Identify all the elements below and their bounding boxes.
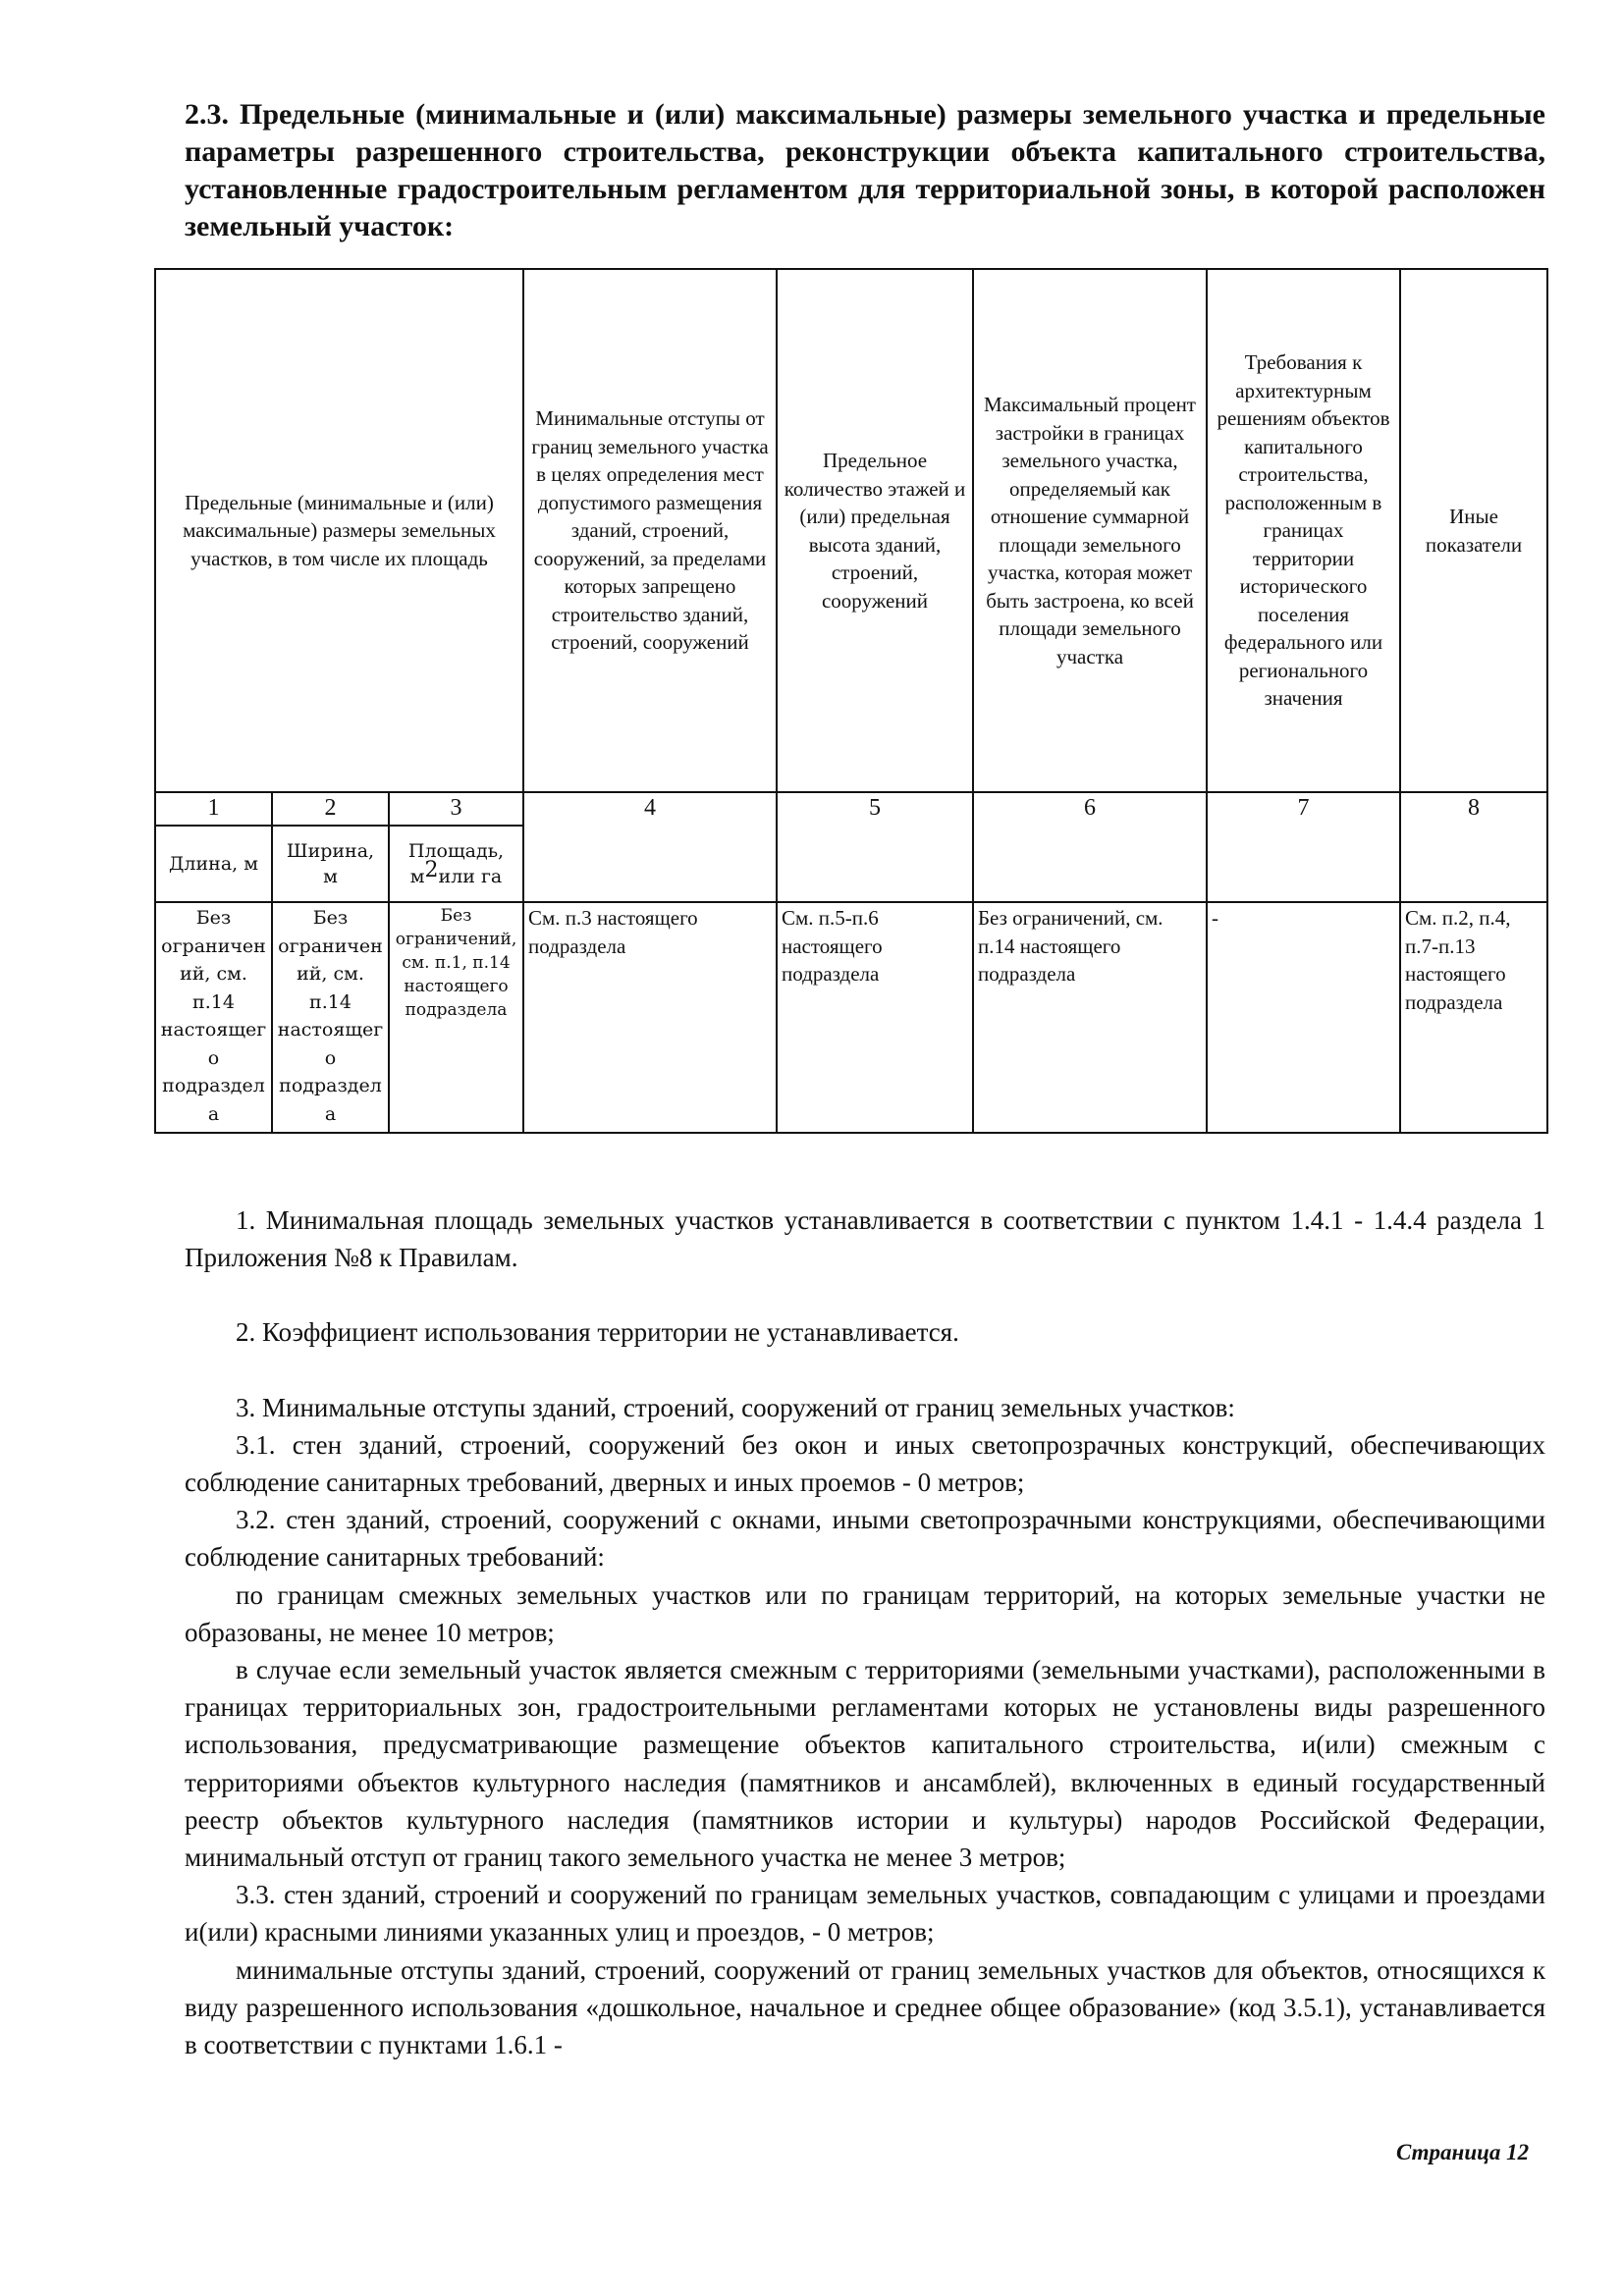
subheader-width: Ширина, м — [272, 826, 389, 902]
table-header-row — [155, 269, 1547, 792]
area-label: Площадь, м — [407, 840, 505, 887]
column-number: 2 — [272, 792, 389, 826]
paragraph-2: 2. Коэффициент использования территории не устанавливается. — [236, 1317, 959, 1348]
table-row — [155, 902, 1547, 1133]
paragraph-3: 3. Минимальные отступы зданий, строений, сооружений от границ земельных участков: — [236, 1392, 1235, 1422]
paragraph-3-1: 3.1. стен зданий, строений, сооружений без окон и иных светопрозрачных конструкций, обеспечивающих соблюдение санитарных требований, дверных и иных проемов - 0 метров; — [185, 1429, 1545, 1498]
cell-min-setbacks: См. п.3 настоящего подраздела — [523, 902, 777, 1133]
cell-arch-requirements: - — [1207, 902, 1400, 1133]
cell-max-floors: См. п.5-п.6 настоящего подраздела — [777, 902, 973, 1133]
paragraph-3-2-a: по границам смежных земельных участков или по границам территорий, на которых земельные участки не образованы, не менее 10 метров; — [185, 1579, 1545, 1647]
column-number: 4 — [523, 792, 777, 902]
header-max-floors: Предельное количество этажей и (или) предельная высота зданий, строений, сооружений — [777, 269, 973, 792]
cell-length: Без ограничений, см. п.14 настоящего подраздела — [155, 902, 272, 1133]
paragraph-1: 1. Минимальная площадь земельных участков устанавливается в соответствии с пунктом 1.4.1 - 1.4.4 раздела 1 Приложения №8 к Правилам. — [185, 1205, 1545, 1273]
area-exponent: 2 — [424, 858, 439, 882]
cell-max-coverage: Без ограничений, см. п.14 настоящего подраздела — [973, 902, 1207, 1133]
section-heading: 2.3. Предельные (минимальные и (или) максимальные) размеры земельного участка и предельные параметры разрешенного строительства, реконструкции объекта капитального строительства, установленные градостроительным регламентом для территориальной зоны, в которой расположен земельный участок: — [185, 98, 1545, 242]
cell-width: Без ограничений, см. п.14 настоящего подраздела — [272, 902, 389, 1133]
column-number: 3 — [389, 792, 523, 826]
column-number: 8 — [1400, 792, 1547, 902]
paragraph-3-2-b: в случае если земельный участок является смежным с территориями (земельными участками), расположенными в границах территориальных зон, градостроительными регламентами которых не установлены виды разрешенного использования, предусматривающие размещение объектов капитального строительства, и(или) смежным с территориями объектов культурного наследия (памятников и ансамблей), включенных в единый государственный реестр объектов культурного наследия (памятников истории и культуры) народов Российской Федерации, минимальный отступ от границ такого земельного участка не менее 3 метров; — [185, 1655, 1545, 1873]
header-min-setbacks: Минимальные отступы от границ земельного участка в целях определения мест допустимого размещения зданий, строений, сооружений, за пределами которых запрещено строительство зданий, строений, сооружений — [523, 269, 777, 792]
page-number: Страница 12 — [1396, 2140, 1530, 2164]
area-unit: или га — [438, 866, 503, 887]
header-plot-sizes: Предельные (минимальные и (или) максимальные) размеры земельных участков, в том числе их площадь — [155, 269, 523, 792]
paragraph-3-2: 3.2. стен зданий, строений, сооружений с окнами, иными светопрозрачными конструкциями, обеспечивающими соблюдение санитарных требований: — [185, 1505, 1545, 1573]
cell-area: Без ограничений, см. п.1, п.14 настоящего подраздела — [389, 902, 523, 1133]
paragraph-3-3-a: минимальные отступы зданий, строений, сооружений от границ земельных участков для объектов, относящихся к виду разрешенного использования «дошкольное, начальное и среднее общее образование» (код 3.5.1), устанавливается в соответствии с пунктами 1.6.1 - — [185, 1954, 1545, 2060]
body-text — [185, 1201, 1545, 2063]
header-other-indicators: Иные показатели — [1400, 269, 1547, 792]
paragraph-3-3: 3.3. стен зданий, строений и сооружений по границам земельных участков, совпадающим с улицами и проездами и(или) красными линиями указанных улиц и проездов, - 0 метров; — [185, 1880, 1545, 1948]
column-number: 1 — [155, 792, 272, 826]
cell-other-indicators: См. п.2, п.4, п.7-п.13 настоящего подраздела — [1400, 902, 1547, 1133]
column-number: 6 — [973, 792, 1207, 902]
header-max-coverage: Максимальный процент застройки в границах земельного участка, определяемый как отношение суммарной площади земельного участка, которая может быть застроена, ко всей площади земельного участка — [973, 269, 1207, 792]
subheader-area — [389, 826, 523, 902]
column-number: 7 — [1207, 792, 1400, 902]
regulation-table — [154, 268, 1548, 1134]
subheader-length: Длина, м — [155, 826, 272, 902]
column-number: 5 — [777, 792, 973, 902]
column-number-row — [155, 792, 1547, 826]
header-arch-requirements: Требования к архитектурным решениям объектов капитального строительства, расположенным в границах территории исторического поселения федерального или регионального значения — [1207, 269, 1400, 792]
